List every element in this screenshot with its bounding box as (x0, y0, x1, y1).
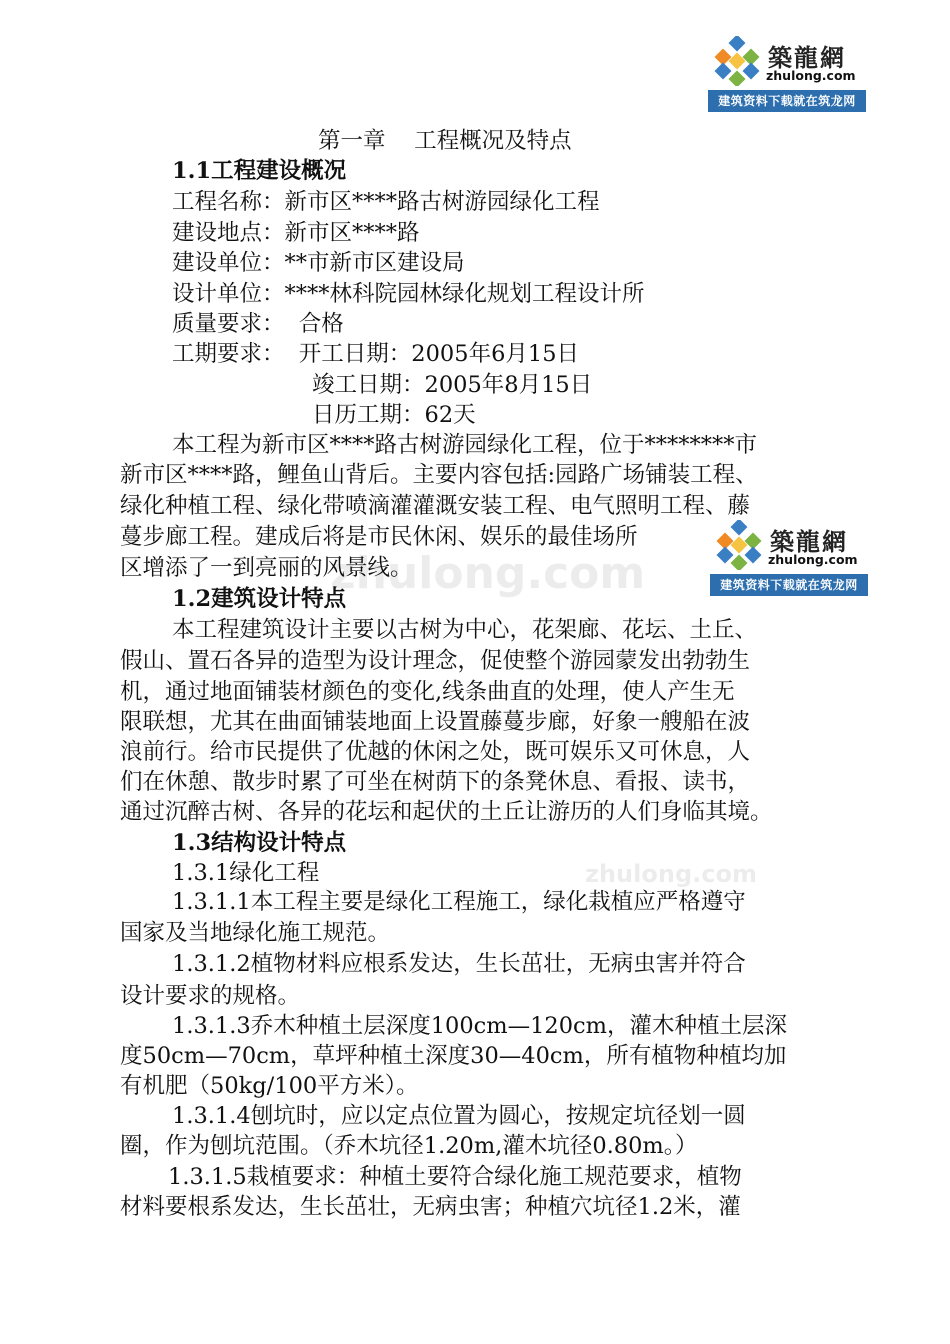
section-heading: 1.1工程建设概况 (172, 158, 347, 184)
section-heading: 1.3结构设计特点 (172, 830, 347, 856)
paragraph-line: 蔓步廊工程。建成后将是市民休闲、娱乐的最佳场所 (120, 524, 638, 550)
logo-domain: zhulong.com (766, 68, 856, 83)
zhulong-logo-middle (710, 516, 868, 596)
paragraph-line: 本工程建筑设计主要以古树为中心，花架廊、花坛、土丘、 (172, 617, 758, 643)
paragraph-line: 新市区****路，鲤鱼山背后。主要内容包括:园路广场铺装工程、 (120, 462, 758, 488)
watermark-text: zhulong.com (585, 860, 757, 888)
clause-line: 材料要根系发达，生长茁壮，无病虫害；种植穴坑径1.2米，灌 (120, 1194, 741, 1220)
clause-line: 1.3.1.4刨坑时，应以定点位置为圆心，按规定坑径划一圆 (172, 1103, 746, 1129)
logo-slogan: 建筑资料下载就在筑龙网 (708, 90, 866, 112)
paragraph-line: 本工程为新市区****路古树游园绿化工程，位于********市 (172, 432, 758, 458)
project-location: 建设地点：新市区****路 (172, 220, 420, 246)
paragraph-line: 通过沉醉古树、各异的花坛和起伏的土丘让游历的人们身临其境。 (120, 799, 773, 825)
subsection-heading: 1.3.1绿化工程 (172, 860, 320, 886)
clause-line: 1.3.1.1本工程主要是绿化工程施工，绿化栽植应严格遵守 (172, 889, 746, 915)
watermark-text: zhulong.com (330, 548, 646, 599)
clause-line: 有机肥（50kg/100平方米）。 (120, 1073, 419, 1099)
clause-line: 度50cm—70cm，草坪种植土深度30—40cm，所有植物种植均加 (120, 1043, 787, 1069)
clause-line: 1.3.1.2植物材料应根系发达，生长茁壮，无病虫害并符合 (172, 951, 746, 977)
logo-chinese-name: 築龍網 (770, 528, 848, 556)
zhulong-diamond-icon (712, 36, 762, 86)
logo-slogan: 建筑资料下载就在筑龙网 (710, 574, 868, 596)
schedule-days: 日历工期：62天 (312, 402, 476, 428)
zhulong-diamond-icon (714, 520, 764, 570)
section-heading: 1.2建筑设计特点 (172, 586, 347, 612)
chapter-title: 第一章 工程概况及特点 (318, 128, 572, 154)
paragraph-line: 们在休憩、散步时累了可坐在树荫下的条凳休息、看报、读书， (120, 769, 751, 795)
paragraph-line: 假山、置石各异的造型为设计理念，促使整个游园蒙发出勃勃生 (120, 648, 751, 674)
schedule-end: 竣工日期：2005年8月15日 (312, 372, 593, 398)
schedule-start: 工期要求： 开工日期：2005年6月15日 (172, 341, 580, 367)
paragraph-line: 机，通过地面铺装材颜色的变化,线条曲直的处理，使人产生无 (120, 679, 735, 705)
paragraph-line: 绿化种植工程、绿化带喷滴灌灌溉安装工程、电气照明工程、藤 (120, 493, 751, 519)
zhulong-logo-top (708, 32, 866, 112)
paragraph-line: 区增添了一到亮丽的风景线。 (120, 555, 413, 581)
clause-line: 1.3.1.3乔木种植土层深度100cm—120cm，灌木种植土层深 (172, 1013, 787, 1039)
logo-domain: zhulong.com (768, 552, 858, 567)
project-owner: 建设单位：**市新市区建设局 (172, 250, 465, 276)
logo-chinese-name: 築龍網 (768, 44, 846, 72)
project-designer: 设计单位：****林科院园林绿化规划工程设计所 (172, 281, 645, 307)
paragraph-line: 浪前行。给市民提供了优越的休闲之处，既可娱乐又可休息，人 (120, 739, 751, 765)
clause-line: 设计要求的规格。 (120, 983, 301, 1009)
clause-line: 1.3.1.5栽植要求：种植土要符合绿化施工规范要求，植物 (168, 1164, 742, 1190)
paragraph-line: 限联想，尤其在曲面铺装地面上设置藤蔓步廊，好象一艘船在波 (120, 709, 751, 735)
clause-line: 圈，作为刨坑范围。（乔木坑径1.20m,灌木坑径0.80m。） (120, 1133, 698, 1159)
clause-line: 国家及当地绿化施工规范。 (120, 920, 391, 946)
quality-requirement: 质量要求： 合格 (172, 311, 344, 337)
project-name: 工程名称：新市区****路古树游园绿化工程 (172, 189, 600, 215)
